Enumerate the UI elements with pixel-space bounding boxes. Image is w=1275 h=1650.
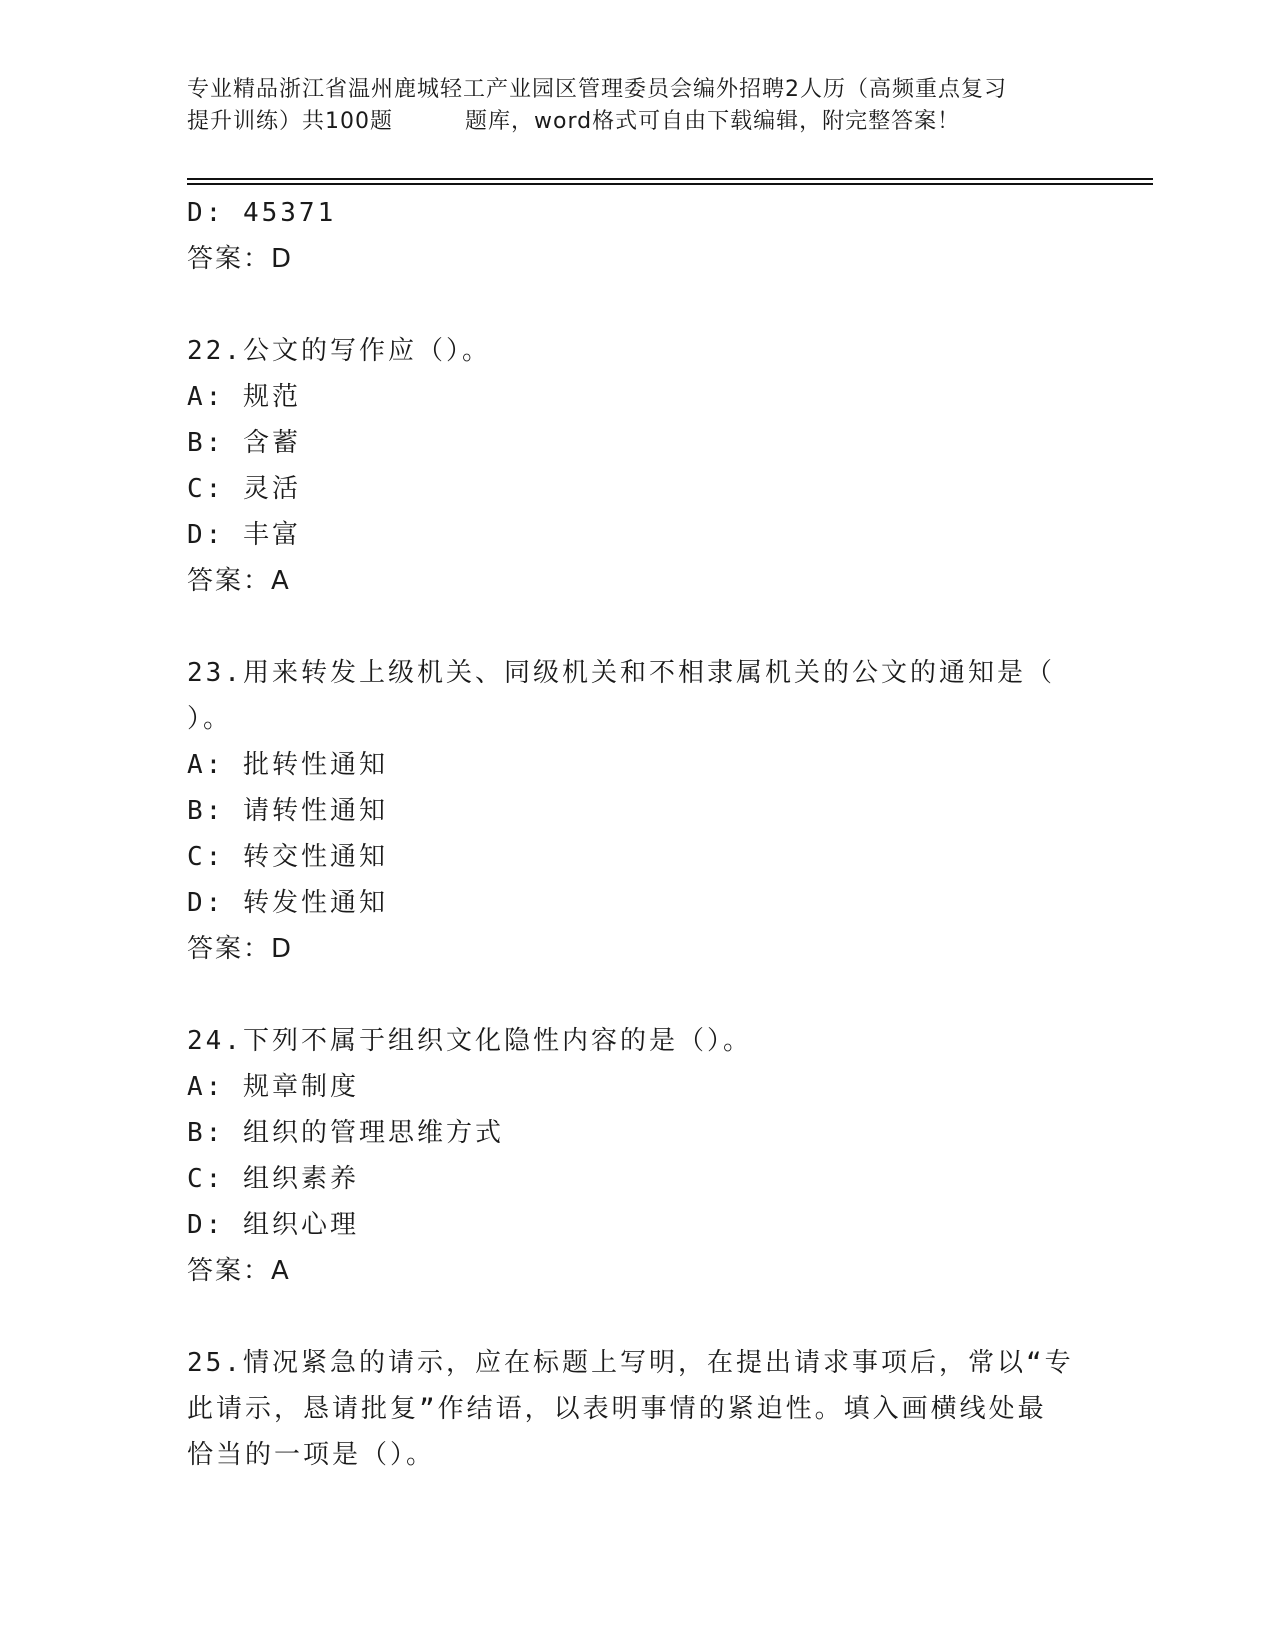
option-a: A: 规范 (187, 382, 301, 412)
answer: 答案：D (187, 934, 294, 964)
question-21-fragment (187, 190, 1087, 282)
question-text-line-1: 23.用来转发上级机关、同级机关和不相隶属机关的公文的通知是（ (187, 658, 1055, 688)
option-d: D: 组织心理 (187, 1210, 359, 1240)
option-b: B: 请转性通知 (187, 796, 388, 826)
option-d: D: 45371 (187, 198, 337, 228)
header-line-2-part-2: 题库，word格式可自由下载编辑，附完整答案！ (465, 109, 961, 134)
question-23 (187, 650, 1087, 972)
option-c: C: 组织素养 (187, 1164, 359, 1194)
question-24 (187, 1018, 1087, 1294)
answer: 答案：D (187, 244, 294, 274)
question-text-line-3: 恰当的一项是（）。 (187, 1440, 436, 1470)
option-d: D: 转发性通知 (187, 888, 388, 918)
option-c: C: 转交性通知 (187, 842, 388, 872)
header-line-2 (187, 106, 1087, 138)
question-25 (187, 1340, 1087, 1478)
answer: 答案：A (187, 1256, 291, 1286)
header-rule-bottom (187, 183, 1153, 185)
option-b: B: 组织的管理思维方式 (187, 1118, 504, 1148)
question-22 (187, 328, 1087, 604)
option-d: D: 丰富 (187, 520, 301, 550)
header-line-2-part-1: 提升训练）共100题 (187, 109, 393, 134)
option-a: A: 规章制度 (187, 1072, 359, 1102)
question-text-line-2: ）。 (187, 704, 233, 734)
header-rule-top (187, 178, 1153, 180)
question-text: 22.公文的写作应（）。 (187, 336, 491, 366)
document-header (187, 74, 1087, 138)
question-text-line-1: 25.情况紧急的请示，应在标题上写明，在提出请求事项后，常以“专 (187, 1348, 1074, 1378)
document-body (187, 190, 1087, 1478)
answer: 答案：A (187, 566, 291, 596)
question-text: 24.下列不属于组织文化隐性内容的是（）。 (187, 1026, 752, 1056)
header-line-1: 专业精品浙江省温州鹿城轻工产业园区管理委员会编外招聘2人历（高频重点复习 (187, 77, 1007, 102)
option-b: B: 含蓄 (187, 428, 301, 458)
question-text-line-2: 此请示，恳请批复”作结语，以表明事情的紧迫性。填入画横线处最 (187, 1394, 1047, 1424)
option-a: A: 批转性通知 (187, 750, 388, 780)
option-c: C: 灵活 (187, 474, 301, 504)
